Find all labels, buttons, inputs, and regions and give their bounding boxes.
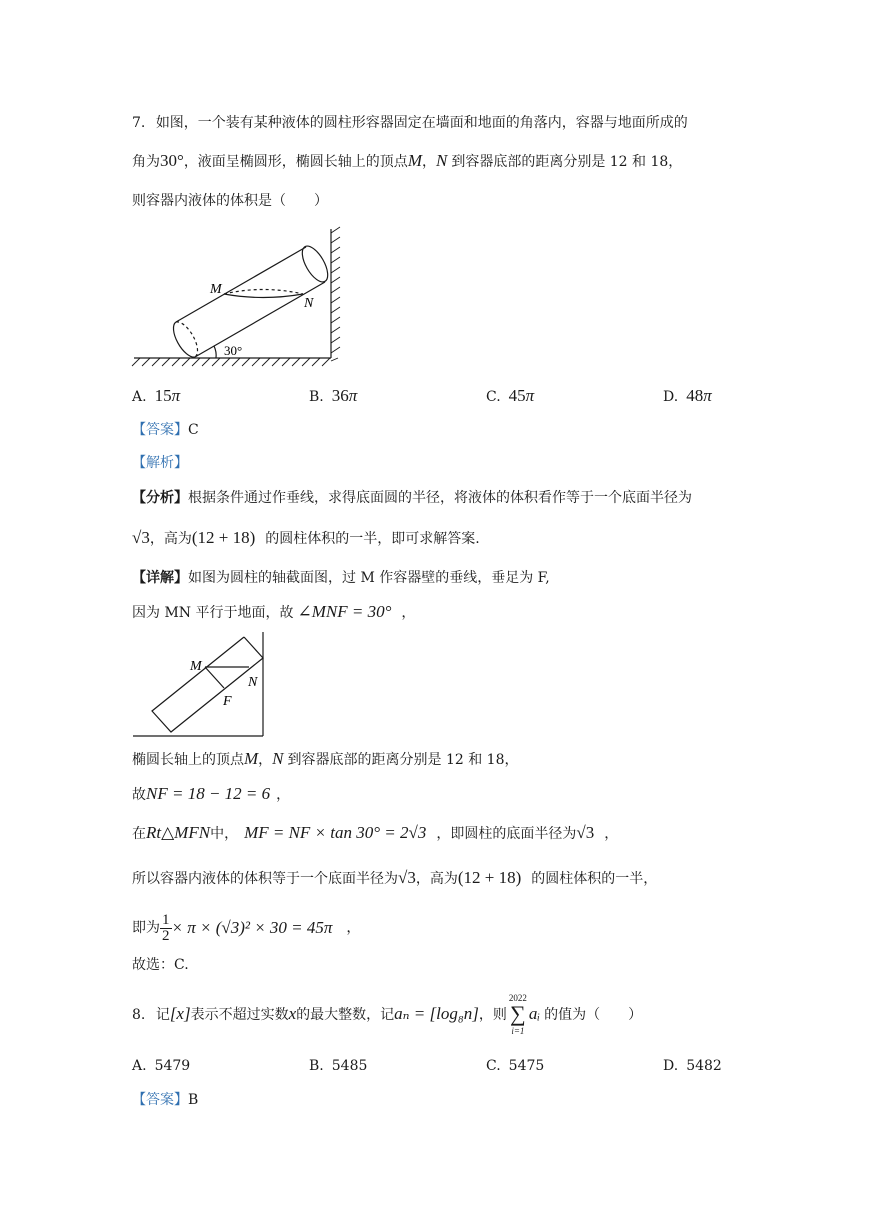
q7-conclusion: 故选：C. [132, 957, 189, 973]
q7-detail-4: 故NF = 18 − 12 = 6 ， [132, 784, 291, 803]
q7-point-n: N [435, 151, 448, 170]
q7-detail-3: 椭圆长轴上的顶点M，N 到容器底部的距离分别是 12 和 18， [132, 749, 519, 768]
fig1-angle-label: 30° [224, 343, 243, 358]
q7-detail-6: 所以容器内液体的体积等于一个底面半径为√3，高为(12 + 18) 的圆柱体积的一半， [132, 868, 658, 887]
q7-detail-5: 在Rt△MFN中， MF = NF × tan 30° = 2√3 ，即圆柱的底面半径为√3 ， [132, 823, 619, 842]
fig1-label-m: M [210, 282, 222, 297]
liquid-surface-back [224, 290, 303, 295]
cylinder-top-end [297, 242, 333, 286]
angle-arc [214, 346, 216, 358]
q7-answer: 【答案】C [132, 422, 199, 438]
q7-analysis-heading: 【解析】 [132, 455, 188, 471]
fig2-cylinder-outline [152, 637, 263, 732]
q7-line1 [132, 113, 688, 133]
fraction-one-half: $\frac{1}{2}$ [162, 911, 170, 944]
q7-number: 7. [132, 115, 146, 131]
q7-option-a: A. 15π [132, 386, 181, 405]
q8-answer: 【答案】B [132, 1092, 199, 1108]
q7-text-1: 如图，一个装有某种液体的圆柱形容器固定在墙面和地面的角落内，容器与地面所成的 [155, 115, 688, 131]
q7-figure-cross-section [130, 628, 270, 740]
fig2-label-f: F [223, 694, 232, 709]
q7-detail-1: 【详解】如图为圆柱的轴截面图，过 M 作容器壁的垂线，垂足为 F, [132, 570, 550, 586]
wall-hatch [331, 227, 340, 361]
q7-detail-7: 即为 $\frac{1}{2}$ × π × (√3)² × 30 = 45π ， [132, 911, 361, 944]
q7-fenxi-1: 【分析】根据条件通过作垂线，求得底面圆的半径，将液体的体积看作等于一个底面半径为 [132, 490, 692, 506]
fig2-label-m: M [190, 659, 202, 674]
q8-option-a: A. 5479 [132, 1058, 191, 1074]
q7-figure-cylinder [128, 225, 358, 373]
q8-option-c: C. 5475 [486, 1058, 545, 1074]
q7-point-m: M [407, 151, 422, 170]
q8-option-d: D. 5482 [663, 1058, 722, 1074]
q7-angle: 30° [160, 151, 184, 170]
q8-option-b: B. 5485 [309, 1058, 368, 1074]
fig1-label-n: N [304, 296, 314, 311]
summation: 2022 ∑ i=1 [508, 993, 527, 1036]
q7-option-c: C. 45π [486, 386, 535, 405]
q7-option-d: D. 48π [663, 386, 712, 405]
ground-hatch [132, 358, 330, 366]
q7-detail-2: 因为 MN 平行于地面，故 ∠MNF = 30° ， [132, 602, 416, 621]
cylinder-bottom-end-back [176, 322, 198, 357]
cylinder-top-edge [176, 247, 306, 322]
liquid-surface-front [224, 294, 303, 298]
q7-line2: 角为30°，液面呈椭圆形，椭圆长轴上的顶点M，N 到容器底部的距离分别是 12 和 18， [132, 151, 683, 170]
q8-line1: 8. 记[x]表示不超过实数x的最大整数，记aₙ = [log₈n]，则 2022 ∑ i=1 aᵢ 的值为（ ） [132, 993, 643, 1036]
q7-option-b: B. 36π [309, 386, 358, 405]
cylinder-bottom-end-front [173, 322, 195, 357]
q7-fenxi-2: √3，高为(12 + 18) 的圆柱体积的一半，即可求解答案. [132, 528, 480, 547]
fig2-label-n: N [248, 675, 258, 690]
q7-line3: 则容器内液体的体积是（ ） [132, 193, 328, 209]
fig2-segment-mf [205, 667, 224, 688]
